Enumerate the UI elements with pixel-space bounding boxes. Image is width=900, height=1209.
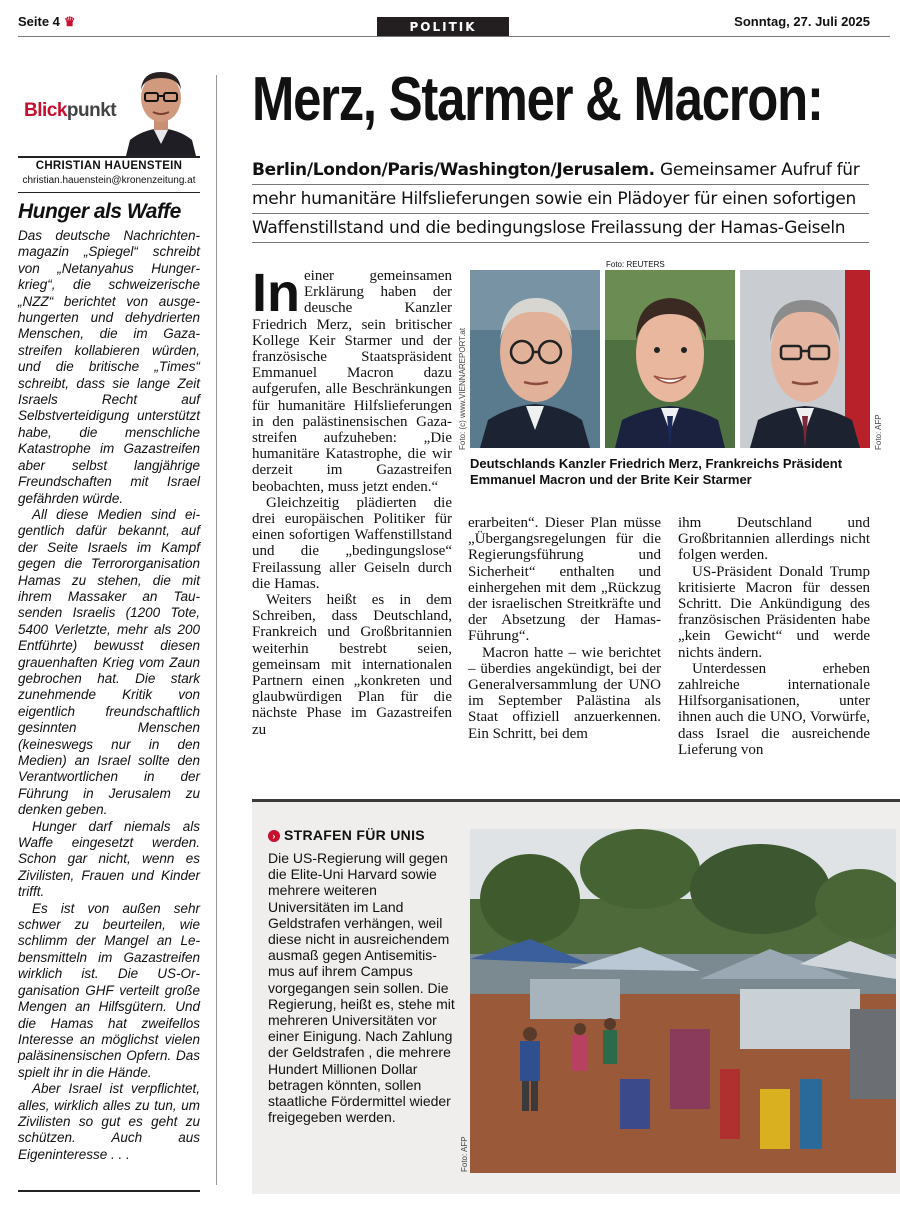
photo-caption: Deutschlands Kanzler Friedrich Merz, Frankreichs Präsident Emmanuel Macron und der Brite Keir Starmer bbox=[470, 456, 843, 487]
photo-credit: Foto: REUTERS bbox=[606, 260, 665, 269]
commentary-body bbox=[18, 228, 200, 1163]
section-label: POLITIK bbox=[377, 17, 509, 37]
commentary-paragraph: Aber Israel ist verpflichtet, alles, wirklich alles zu tun, um Zivilisten so gut es geht zu schützen. Auch aus Eigeninteresse . . . bbox=[18, 1081, 200, 1162]
article-headline: Merz, Starmer & Macron: bbox=[252, 65, 823, 134]
photo-credit-right: Foto: AFP bbox=[874, 414, 883, 450]
refugee-camp-photo bbox=[470, 829, 896, 1173]
article-paragraph: US-Präsident Donald Trump kritisierte Macron für dessen Schritt. Die Ankündigung des französischen Präsidenten habe „kein Gewicht“ und werde nichts ändern. bbox=[678, 563, 870, 661]
commentary-paragraph: Das deutsche Nachrichtenmagazin „Spiegel“ schreibt von „Netanyahus Hungerkrieg“, die schweizerische „NZZ“ berichtet von ausgehungerten und dehydrierten Menschen, die im Gazastreifen kollabieren würden, und die britische „Times“ schreibt, dass sie lange Zeit Israels Recht auf Selbstverteidigung unterstützt habe, die menschliche Katastrophe im Gazastreifen aber selbst langjährige Freundschaften mit Israel gefährden würde. bbox=[18, 228, 200, 506]
arrow-bullet-icon: › bbox=[268, 830, 280, 842]
commentary-paragraph: Hunger darf niemals als Waffe eingesetzt werden. Schon gar nicht, wenn es Zivilisten, Frauen und Kinder trifft. bbox=[18, 818, 200, 900]
article-column-1 bbox=[252, 263, 452, 738]
info-box-title: › STRAFEN FÜR UNIS bbox=[268, 827, 425, 843]
author-rule bbox=[18, 156, 200, 158]
article-lead bbox=[252, 156, 869, 243]
article-paragraph: In einer gemeinsamen Erklärung haben der deusche Kanzler Friedrich Merz, sein britischer Kollege Keir Starmer und der französische Staatspräsident Emmanuel Macron dazu aufgerufen, alle Beschränkungen für humanitäre Hilfslieferungen in den palästinensischen Gazastreifen aufzuheben: „Die humanitäre Katastrophe, die wir derzeit im Gazastreifen beobachten, muss jetzt enden.“ bbox=[252, 263, 452, 495]
photo-credit-side: Foto: (c) www.VIENNAREPORT.at bbox=[458, 327, 467, 450]
lead-line: mehr humanitäre Hilfslieferungen sowie ein Plädoyer für einen sofortigen bbox=[252, 185, 869, 214]
article-paragraph: Macron hatte – wie berichtet – überdies angekündigt, bei der Generalversammlung der UNO im September Palästina als Staat offiziell anzuerkennen. Ein Schritt, bei dem bbox=[468, 644, 661, 742]
drop-cap: In bbox=[252, 263, 300, 323]
article-column-3 bbox=[678, 515, 870, 758]
article-paragraph: Gleichzeitig plädierten die drei europäischen Politiker für einen sofortigen Waffenstillstand und die „bedingungslose“ Freilassung aller Geiseln durch die Hamas. bbox=[252, 494, 452, 592]
author-email: christian.hauenstein@kronenzeitung.at bbox=[22, 175, 196, 186]
author-photo bbox=[122, 64, 200, 156]
article-paragraph: Unterdessen erheben zahlreiche internationale Hilfsorganisationen, unter ihnen auch die UNO, Vorwürfe, dass Israel die ausreichende Lieferung von bbox=[678, 660, 870, 758]
commentary-paragraph: Es ist von außen sehr schwer zu beurteilen, wie schlimm der Mangel an Lebensmitteln im Gazastreifen wirklich ist. Die US-Organisation GHF verteilt große Mengen an Hilfsgütern. Und die Hamas hat zweifellos Interesse an möglichst vielen paläsinensischen Opfern. Das spielt ihr in die Hände. bbox=[18, 900, 200, 1080]
dateline: Berlin/London/Paris/Washington/Jerusalem. bbox=[252, 160, 655, 180]
article-paragraph: erarbeiten“. Dieser Plan müsse „Übergangsregelungen für die Regierungsführung und Sicherheit“ enthalten und einhergehen mit dem „Rückzug der israelischen Streitkräfte und der Absetzung der Hamas-Führung“. bbox=[468, 515, 661, 645]
column-divider bbox=[216, 75, 217, 1185]
info-box-body: Die US-Regierung will gegen die Elite-Uni Harvard sowie mehrere weiteren Universitäten im Land Geldstrafen verhängen, weil diese nicht in ausreichendem ausmaß gegen Antisemitismus auf ihrem Campus vorgegangen sein sollen. Die Regierung, heißt es, stehe mit mehreren Universitäten vor einer Einigung. Nach Zahlung der Geldstrafen , die mehrere Hundert Millionen Dollar betragen könnten, sollen staatliche Fördermittel wieder freigegeben werden. bbox=[268, 850, 455, 1126]
politicians-photo bbox=[470, 270, 870, 448]
issue-date: Sonntag, 27. Juli 2025 bbox=[734, 14, 870, 29]
box-photo-credit: Foto: AFP bbox=[460, 1136, 469, 1172]
commentary-paragraph: All diese Medien sind eigentlich dafür bekannt, auf der Seite Israels im Kampf gegen die Terrororganisation Hamas zu stehen, die mit ihrem Massaker an Tausenden Israelis (1200 Tote, 5400 Verletzte, mehr als 200 Entführte) bewusst diesen grauenhaften Krieg vom Zaun gebrochen hat. Die stark zunehmende Kritik von eigentlich freundschaftlich gesinnten Menschen (keineswegs nur in den Medien) an Israel sollte den Verantwortlichen in der Führung in Jerusalem zu denken geben. bbox=[18, 506, 200, 818]
header-rule bbox=[18, 36, 890, 37]
page-number: Seite 4 ♛ bbox=[18, 14, 76, 29]
commentary-rule bbox=[18, 192, 200, 193]
article-column-2 bbox=[468, 515, 661, 742]
article-paragraph: ihm Deutschland und Großbritannien allerdings nicht folgen werden. bbox=[678, 515, 870, 564]
article-paragraph: Weiters heißt es in dem Schreiben, dass Deutschland, Frankreich und Großbritannien weiterhin bestrebt seien, gemeinsam mit internationalen Partnern einen „konkreten und glaubwürdigen Plan für die nächste Phase im Gazastreifen zu bbox=[252, 592, 452, 738]
column-logo: Blickpunkt bbox=[24, 100, 117, 121]
commentary-end-rule bbox=[18, 1190, 200, 1192]
lead-line: Berlin/London/Paris/Washington/Jerusalem. Gemeinsamer Aufruf für bbox=[252, 156, 869, 185]
author-name: CHRISTIAN HAUENSTEIN bbox=[35, 160, 183, 172]
crown-icon: ♛ bbox=[63, 14, 76, 29]
commentary-title: Hunger als Waffe bbox=[18, 200, 181, 223]
lead-line: Waffenstillstand und die bedingungslose Freilassung der Hamas-Geiseln bbox=[252, 214, 869, 243]
